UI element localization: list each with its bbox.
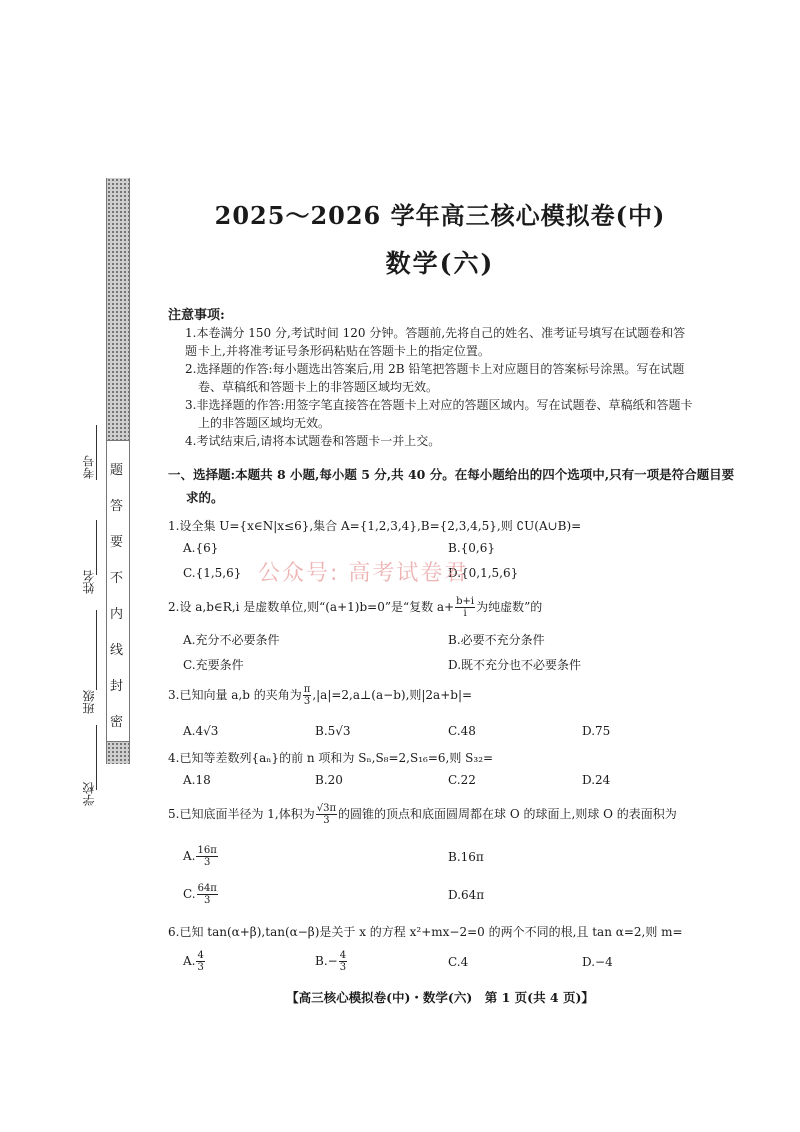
school-line <box>96 725 97 790</box>
q1-option-a: A.{6} <box>183 541 219 555</box>
q2-option-d: D.既不充分也不必要条件 <box>448 658 582 672</box>
exam-no-label: 考号 <box>82 455 96 479</box>
q6-option-c: C.4 <box>448 955 469 969</box>
seal-char: 不 <box>110 571 124 586</box>
exam-title: 2025～2026 学年高三核心模拟卷(中) <box>214 201 666 230</box>
q4-option-b: B.20 <box>315 773 343 787</box>
question-2-stem: 2.设 a,b∈R,i 是虚数单位,则“(a+1)b=0”是“复数 a+ $\frac{b+i}{i}$ 为纯虚数”的 <box>168 596 543 619</box>
question-6-stem: 6.已知 tan(α+β),tan(α−β)是关于 x 的方程 x²+mx−2=0 的两个不同的根,且 tan α=2,则 m= <box>168 925 683 939</box>
watermark: 公众号: 高考试卷君 <box>258 561 469 586</box>
q5-option-b: B.16π <box>448 850 484 864</box>
question-5-stem: 5.已知底面半径为 1,体积为 $\frac{√3\pi}{3}$ 的圆锥的顶点和底面圆周都在球 O 的球面上,则球 O 的表面积为 <box>168 803 677 826</box>
q3-option-c: C.48 <box>448 724 476 738</box>
seal-char: 封 <box>110 679 124 694</box>
seal-char: 答 <box>110 499 124 514</box>
seal-char: 线 <box>110 643 124 658</box>
q3-option-d: D.75 <box>582 724 611 738</box>
q4-option-c: C.22 <box>448 773 476 787</box>
notice-line: 4.考试结束后,请将本试题卷和答题卡一并上交。 <box>185 434 441 448</box>
q2-option-b: B.必要不充分条件 <box>448 633 545 647</box>
q1-option-d: D.{0,1,5,6} <box>448 566 519 580</box>
seal-line-box <box>106 440 130 742</box>
q2-option-c: C.充要条件 <box>183 658 244 672</box>
school-label: 学校 <box>82 782 96 806</box>
q3-option-b: B.5√3 <box>315 724 351 738</box>
class-label: 班级 <box>82 690 96 714</box>
notice-heading: 注意事项: <box>168 308 225 323</box>
section-heading-cont: 求的。 <box>186 490 224 505</box>
q5-option-c: C. $\frac{64\pi}{3}$ <box>183 883 217 906</box>
q2-option-a: A.充分不必要条件 <box>183 633 280 647</box>
q1-option-c: C.{1,5,6} <box>183 566 242 580</box>
q6-option-b: B.− $\frac{4}{3}$ <box>315 950 347 973</box>
notice-line: 卡上,并将准考证号条形码粘贴在答题卡上的指定位置。 <box>198 344 490 358</box>
notice-line: 2.选择题的作答:每小题选出答案后,用 2B 铅笔把答题卡上对应题目的答案标号涂黑。写在试题 <box>185 362 685 376</box>
seal-char: 要 <box>110 535 124 550</box>
notice-line: 1.本卷满分 150 分,考试时间 120 分钟。答题前,先将自己的姓名、准考证号填写在试题卷和答题 <box>185 326 686 358</box>
notice-line: 3.非选择题的作答:用签字笔直接答在答题卡上对应的答题区域内。写在试题卷、草稿纸和答题卡 <box>185 398 693 412</box>
page-footer: 【高三核心模拟卷(中)・数学(六) 第 1 页(共 4 页)】 <box>286 990 594 1005</box>
seal-char: 题 <box>110 463 124 478</box>
notice-line: 上的非答题区域均无效。 <box>198 416 331 430</box>
name-line <box>96 520 97 575</box>
q5-option-a: A. $\frac{16\pi}{3}$ <box>183 845 217 868</box>
q6-option-d: D.−4 <box>582 955 613 969</box>
question-1-stem: 1.设全集 U={x∈N|x≤6},集合 A={1,2,3,4},B={2,3,4,5},则 ∁U(A∪B)= <box>168 519 582 533</box>
section-heading: 一、选择题:本题共 8 小题,每小题 5 分,共 40 分。在每小题给出的四个选项中,只有一项是符合题目要 <box>168 467 735 482</box>
class-line <box>96 610 97 690</box>
question-4-stem: 4.已知等差数列{aₙ}的前 n 项和为 Sₙ,S₈=2,S₁₆=6,则 S₃₂= <box>168 751 494 765</box>
q3-option-a: A.4√3 <box>183 724 219 738</box>
seal-char: 密 <box>110 715 124 730</box>
q4-option-a: A.18 <box>183 773 211 787</box>
q5-option-d: D.64π <box>448 888 485 902</box>
q4-option-d: D.24 <box>582 773 611 787</box>
name-label: 姓名 <box>82 570 96 594</box>
q6-option-a: A. $\frac{4}{3}$ <box>183 950 204 973</box>
notice-line: 卷、草稿纸和答题卡上的非答题区域均无效。 <box>198 380 439 394</box>
seal-char: 内 <box>110 607 124 622</box>
exam-subtitle: 数学(六) <box>385 249 495 278</box>
q1-option-b: B.{0,6} <box>448 541 495 555</box>
question-3-stem: 3.已知向量 a,b 的夹角为 $\frac{\pi}{3}$ ,|a|=2,a⊥(a−b),则|2a+b|= <box>168 684 473 707</box>
